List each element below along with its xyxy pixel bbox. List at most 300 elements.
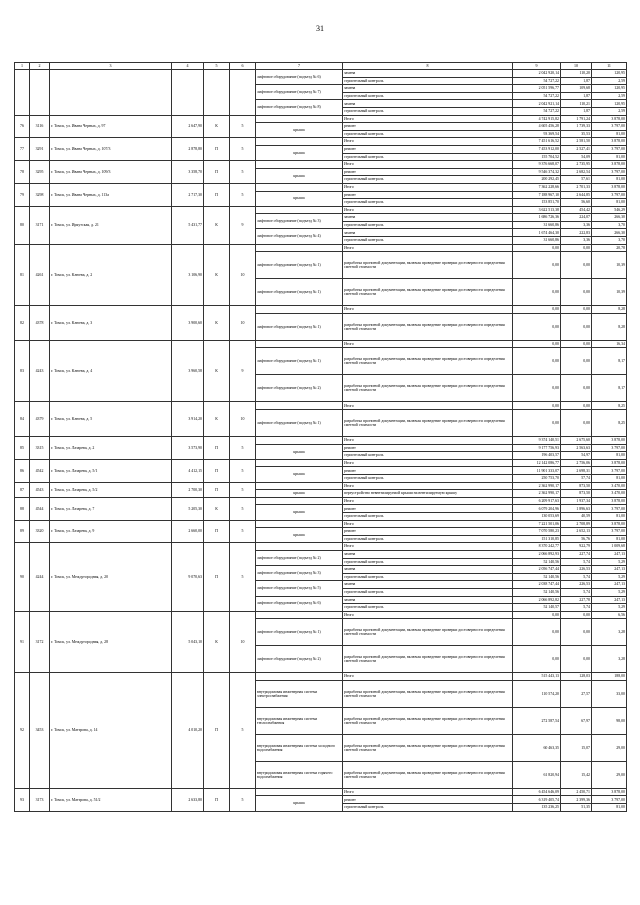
cell-floors: 9 bbox=[230, 340, 256, 402]
cell-work-type bbox=[256, 459, 343, 467]
cell-cost: 0,00 bbox=[513, 410, 561, 437]
cell-cost: 52 140,57 bbox=[513, 604, 561, 612]
cell-limit-cost: 247,13 bbox=[592, 596, 627, 604]
cell-unit-cost: 2 644,85 bbox=[561, 191, 592, 199]
cell-cost: 515 443,13 bbox=[513, 673, 561, 681]
header-cell: 4 bbox=[172, 63, 204, 70]
cell-unit-cost: 222,83 bbox=[561, 229, 592, 237]
cell-limit-cost: 247,13 bbox=[592, 581, 627, 589]
cell-number: 85 bbox=[15, 437, 30, 460]
cell-work-kind: разработка проектной документации, включая проведение проверки достоверности определения сметной стоимости bbox=[343, 348, 513, 375]
cell-floors: 5 bbox=[230, 673, 256, 789]
cell-limit-cost: 3 878,00 bbox=[592, 520, 627, 528]
cell-work-type: лифтовое оборудование (подъезд № 1) bbox=[256, 410, 343, 437]
cell-limit-cost: 8,17 bbox=[592, 375, 627, 402]
cell-cost: 31 660,86 bbox=[513, 237, 561, 245]
cell-unit-cost: 1 791,24 bbox=[561, 115, 592, 123]
cell-cost: 2 042 920,14 bbox=[513, 70, 561, 78]
cell-unit-cost: 0,00 bbox=[561, 410, 592, 437]
cell-work-type bbox=[256, 611, 343, 619]
cell-unit-cost: 1 896,63 bbox=[561, 505, 592, 513]
cell-work-type: лифтовое оборудование (подъезд № 2) bbox=[256, 550, 343, 565]
cell-work-type: лифтовое оборудование (подъезд № 4) bbox=[256, 229, 343, 244]
cell-area: 5 205,30 bbox=[172, 497, 204, 520]
cell-work-kind: Итого bbox=[343, 788, 513, 796]
cell-work-type: лифтовое оборудование (подъезд № 6) bbox=[256, 596, 343, 611]
cell-code: 3171 bbox=[30, 206, 50, 244]
cell-code: 4244 bbox=[30, 543, 50, 611]
cell-cost: 60 463,35 bbox=[513, 734, 561, 761]
cell-limit-cost: 29,00 bbox=[592, 734, 627, 761]
cell-limit-cost: 3 797,00 bbox=[592, 444, 627, 452]
cell-limit-cost: 5,29 bbox=[592, 588, 627, 596]
cell-area: 2 633,80 bbox=[172, 788, 204, 811]
header-cell: 3 bbox=[50, 63, 172, 70]
cell-cost: 12 142 086,77 bbox=[513, 459, 561, 467]
block-first-row bbox=[15, 306, 627, 314]
cell-cost: 6 079 204,96 bbox=[513, 505, 561, 513]
cell-limit-cost: 81,00 bbox=[592, 153, 627, 161]
cell-limit-cost: 3 797,00 bbox=[592, 796, 627, 804]
cell-work-kind: замена bbox=[343, 85, 513, 93]
cell-work-type: крыша bbox=[256, 123, 343, 138]
cell-limit-cost: 81,00 bbox=[592, 130, 627, 138]
cell-limit-cost: 3,70 bbox=[592, 221, 627, 229]
cell-unit-cost: 5,74 bbox=[561, 558, 592, 566]
block-first-row bbox=[15, 183, 627, 191]
cell-limit-cost: 266,30 bbox=[592, 214, 627, 222]
block-first-row bbox=[15, 161, 627, 169]
cell-work-kind: Итого bbox=[343, 520, 513, 528]
cell-number: 81 bbox=[15, 244, 30, 306]
cell-address: г. Томск, ул. Ивана Черных, д. 107/3 bbox=[50, 138, 172, 161]
cell-unit-cost: 873,50 bbox=[561, 490, 592, 498]
cell-limit-cost: 16,34 bbox=[592, 340, 627, 348]
cell-work-kind: строительный контроль bbox=[343, 573, 513, 581]
cell-limit-cost: 3 797,00 bbox=[592, 191, 627, 199]
cell-limit-cost: 3 797,00 bbox=[592, 145, 627, 153]
cell-work-type bbox=[256, 206, 343, 214]
cell-work-type: лифтовое оборудование (подъезд № 1) bbox=[256, 348, 343, 375]
cell-number: 80 bbox=[15, 206, 30, 244]
cell-area: 4 412,15 bbox=[172, 459, 204, 482]
header-cell: 6 bbox=[230, 63, 256, 70]
cell-cost: 1 674 464,30 bbox=[513, 229, 561, 237]
cell-code: 3320 bbox=[30, 520, 50, 543]
cell-unit-cost: 2 399,36 bbox=[561, 796, 592, 804]
cell-limit-cost: 33,00 bbox=[592, 680, 627, 707]
cell-unit-cost: 1 739,33 bbox=[561, 123, 592, 131]
cell-unit-cost: 0,00 bbox=[561, 313, 592, 340]
cell-cost: 9 177 756,93 bbox=[513, 444, 561, 452]
cell-unit-cost: 2 735,95 bbox=[561, 161, 592, 169]
cell-work-kind: разработка проектной документации, включая проведение проверки достоверности определения сметной стоимости bbox=[343, 375, 513, 402]
block-first-row bbox=[15, 673, 627, 681]
cell-cost: 6 319 405,74 bbox=[513, 796, 561, 804]
cell-material: П bbox=[204, 482, 230, 497]
cell-limit-cost: 247,13 bbox=[592, 566, 627, 574]
cell-number: 84 bbox=[15, 402, 30, 437]
cell-code bbox=[30, 70, 50, 116]
cell-work-kind: замена bbox=[343, 229, 513, 237]
cell-number: 79 bbox=[15, 183, 30, 206]
cell-code: 3295 bbox=[30, 161, 50, 184]
block-first-row bbox=[15, 138, 627, 146]
cell-unit-cost: 27,57 bbox=[561, 680, 592, 707]
cell-floors: 5 bbox=[230, 520, 256, 543]
cell-unit-cost: 2 682,54 bbox=[561, 168, 592, 176]
cell-work-kind: разработка проектной документации, включая проведение проверки достоверности определения сметной стоимости bbox=[343, 680, 513, 707]
cell-limit-cost: 266,30 bbox=[592, 229, 627, 237]
cell-cost: 0,00 bbox=[513, 348, 561, 375]
header-cell: 10 bbox=[561, 63, 592, 70]
cell-work-type bbox=[256, 437, 343, 445]
cell-limit-cost: 546,29 bbox=[592, 206, 627, 214]
cell-number: 90 bbox=[15, 543, 30, 611]
cell-work-kind: Итого bbox=[343, 244, 513, 252]
cell-address: г. Томск, ул. Ивана Черных, д. 109/3 bbox=[50, 161, 172, 184]
cell-floors: 10 bbox=[230, 402, 256, 437]
cell-floors: 5 bbox=[230, 437, 256, 460]
cell-unit-cost: 2 581,50 bbox=[561, 138, 592, 146]
cell-work-type bbox=[256, 497, 343, 505]
cell-work-kind: строительный контроль bbox=[343, 475, 513, 483]
cell-work-kind: ремонт bbox=[343, 528, 513, 536]
cell-unit-cost: 3,36 bbox=[561, 221, 592, 229]
cell-limit-cost: 8,25 bbox=[592, 402, 627, 410]
cell-work-kind: разработка проектной документации, включая проведение проверки достоверности определения сметной стоимости bbox=[343, 734, 513, 761]
cell-unit-cost: 226,53 bbox=[561, 581, 592, 589]
cell-work-kind: строительный контроль bbox=[343, 92, 513, 100]
cell-floors: 10 bbox=[230, 244, 256, 306]
cell-work-type: крыша bbox=[256, 191, 343, 206]
cell-cost: 250 753,70 bbox=[513, 475, 561, 483]
cell-limit-cost: 81,00 bbox=[592, 176, 627, 184]
cell-number: 89 bbox=[15, 520, 30, 543]
cell-area: 3 358,70 bbox=[172, 161, 204, 184]
cell-work-kind: строительный контроль bbox=[343, 558, 513, 566]
block-first-row bbox=[15, 611, 627, 619]
cell-unit-cost: 2 563,63 bbox=[561, 444, 592, 452]
block-first-row bbox=[15, 244, 627, 252]
cell-address: г. Томск, ул. Ивана Черных, д. 113а bbox=[50, 183, 172, 206]
cell-work-kind: Итого bbox=[343, 340, 513, 348]
cell-work-type: лифтовое оборудование (подъезд № 6) bbox=[256, 70, 343, 85]
cell-area: 2 660,00 bbox=[172, 520, 204, 543]
cell-work-type bbox=[256, 115, 343, 123]
cell-cost: 0,00 bbox=[513, 252, 561, 279]
cell-work-type bbox=[256, 183, 343, 191]
cell-unit-cost: 1,87 bbox=[561, 92, 592, 100]
cell-unit-cost: 1 937,34 bbox=[561, 497, 592, 505]
cell-area bbox=[172, 70, 204, 116]
cell-number: 82 bbox=[15, 306, 30, 341]
cell-material: К bbox=[204, 611, 230, 673]
header-row bbox=[15, 63, 627, 70]
cell-unit-cost: 67,97 bbox=[561, 707, 592, 734]
cell-floors: 5 bbox=[230, 161, 256, 184]
cell-limit-cost: 8,17 bbox=[592, 348, 627, 375]
cell-area: 2 647,90 bbox=[172, 115, 204, 138]
cell-material: К bbox=[204, 340, 230, 402]
cell-floors: 5 bbox=[230, 115, 256, 138]
cell-work-kind: ремонт bbox=[343, 123, 513, 131]
cell-work-kind: разработка проектной документации, включая проведение проверки достоверности определения сметной стоимости bbox=[343, 252, 513, 279]
cell-cost: 200 292,45 bbox=[513, 176, 561, 184]
cell-area: 3 900,60 bbox=[172, 306, 204, 341]
cell-work-kind: Итого bbox=[343, 206, 513, 214]
header-cell: 8 bbox=[343, 63, 513, 70]
cell-limit-cost: 3 470,00 bbox=[592, 482, 627, 490]
cell-unit-cost: 2 698,31 bbox=[561, 467, 592, 475]
cell-unit-cost: 0,00 bbox=[561, 252, 592, 279]
cell-code: 4243 bbox=[30, 340, 50, 402]
cell-limit-cost: 98,00 bbox=[592, 707, 627, 734]
cell-cost: 1 686 726,36 bbox=[513, 214, 561, 222]
cell-work-kind: Итого bbox=[343, 402, 513, 410]
cell-work-kind: замена bbox=[343, 100, 513, 108]
cell-work-type bbox=[256, 244, 343, 252]
cell-work-kind: Итого bbox=[343, 138, 513, 146]
cell-work-type bbox=[256, 340, 343, 348]
cell-work-kind: Итого bbox=[343, 183, 513, 191]
cell-limit-cost: 3 878,00 bbox=[592, 115, 627, 123]
cell-unit-cost: 57,74 bbox=[561, 475, 592, 483]
cell-work-type: лифтовое оборудование (подъезд № 2) bbox=[256, 375, 343, 402]
cell-code: 4379 bbox=[30, 402, 50, 437]
cell-number bbox=[15, 70, 30, 116]
cell-work-kind: переустройство невентилируемой крыши на вентилируемую крышу bbox=[343, 490, 513, 498]
cell-unit-cost: 0,00 bbox=[561, 646, 592, 673]
cell-cost: 0,00 bbox=[513, 244, 561, 252]
cell-address: г. Томск, ул. Лазарева, д. 9 bbox=[50, 520, 172, 543]
cell-code: 4542 bbox=[30, 459, 50, 482]
cell-unit-cost: 0,00 bbox=[561, 244, 592, 252]
cell-work-kind: ремонт bbox=[343, 796, 513, 804]
cell-cost: 151 310,85 bbox=[513, 535, 561, 543]
cell-work-kind: Итого bbox=[343, 459, 513, 467]
cell-material: П bbox=[204, 543, 230, 611]
cell-area: 3 573,90 bbox=[172, 437, 204, 460]
cell-limit-cost: 3 878,00 bbox=[592, 788, 627, 796]
cell-floors: 10 bbox=[230, 611, 256, 673]
cell-unit-cost: 2 675,60 bbox=[561, 437, 592, 445]
cell-cost: 31 660,86 bbox=[513, 221, 561, 229]
cell-cost: 110 574,20 bbox=[513, 680, 561, 707]
cell-work-kind: ремонт bbox=[343, 168, 513, 176]
cell-unit-cost: 2 527,41 bbox=[561, 145, 592, 153]
cell-work-kind: строительный контроль bbox=[343, 804, 513, 812]
cell-work-kind: строительный контроль bbox=[343, 237, 513, 245]
header-cell: 11 bbox=[592, 63, 627, 70]
cell-work-type: крыша bbox=[256, 796, 343, 811]
cell-limit-cost: 20,78 bbox=[592, 244, 627, 252]
cell-work-kind: замена bbox=[343, 581, 513, 589]
cell-floors: 5 bbox=[230, 138, 256, 161]
block-first-row bbox=[15, 340, 627, 348]
cell-unit-cost: 226,53 bbox=[561, 566, 592, 574]
cell-unit-cost: 109,68 bbox=[561, 85, 592, 93]
cell-work-type: крыша bbox=[256, 528, 343, 543]
cell-limit-cost: 3 470,00 bbox=[592, 490, 627, 498]
cell-area: 3 960,58 bbox=[172, 340, 204, 402]
cell-unit-cost: 56,60 bbox=[561, 199, 592, 207]
cell-unit-cost: 873,50 bbox=[561, 482, 592, 490]
cell-cost: 11 901 333,07 bbox=[513, 467, 561, 475]
cell-code: 4378 bbox=[30, 306, 50, 341]
cell-cost: 7 070 580,23 bbox=[513, 528, 561, 536]
cell-unit-cost: 5,74 bbox=[561, 588, 592, 596]
cell-cost: 9 374 140,51 bbox=[513, 437, 561, 445]
cell-work-kind: Итого bbox=[343, 673, 513, 681]
cell-limit-cost: 3 878,00 bbox=[592, 497, 627, 505]
cell-work-type: лифтовое оборудование (подъезд № 1) bbox=[256, 252, 343, 279]
cell-unit-cost: 0,00 bbox=[561, 375, 592, 402]
cell-code: 4261 bbox=[30, 244, 50, 306]
cell-cost: 0,00 bbox=[513, 340, 561, 348]
cell-limit-cost: 3 878,00 bbox=[592, 437, 627, 445]
cell-address: г. Томск, ул. Лазарева, д. 7 bbox=[50, 497, 172, 520]
cell-cost: 3 622 513,38 bbox=[513, 206, 561, 214]
cell-unit-cost: 0,00 bbox=[561, 619, 592, 646]
cell-area: 2 717,30 bbox=[172, 183, 204, 206]
cell-limit-cost: 2,59 bbox=[592, 92, 627, 100]
block-first-row bbox=[15, 497, 627, 505]
cell-material: П bbox=[204, 673, 230, 789]
cell-number: 88 bbox=[15, 497, 30, 520]
cell-material bbox=[204, 70, 230, 116]
cell-code: 3298 bbox=[30, 183, 50, 206]
cell-material: П bbox=[204, 138, 230, 161]
header-cell: 9 bbox=[513, 63, 561, 70]
cell-limit-cost: 120,95 bbox=[592, 70, 627, 78]
cell-floors bbox=[230, 70, 256, 116]
cell-work-kind: замена bbox=[343, 214, 513, 222]
cell-limit-cost: 6,56 bbox=[592, 611, 627, 619]
cell-cost: 7 451 616,52 bbox=[513, 138, 561, 146]
cell-unit-cost: 54,97 bbox=[561, 452, 592, 460]
cell-unit-cost: 2 701,33 bbox=[561, 183, 592, 191]
cell-cost: 54 727,22 bbox=[513, 107, 561, 115]
cell-limit-cost: 81,00 bbox=[592, 199, 627, 207]
cell-work-kind: Итого bbox=[343, 306, 513, 314]
cell-work-kind: замена bbox=[343, 596, 513, 604]
header-cell: 1 bbox=[15, 63, 30, 70]
cell-cost: 52 140,56 bbox=[513, 558, 561, 566]
cell-cost: 2 066 892,93 bbox=[513, 550, 561, 558]
cell-address: г. Томск, ул. Междугородная, д. 20 bbox=[50, 543, 172, 611]
cell-area: 9 070,63 bbox=[172, 543, 204, 611]
cell-cost: 4 742 915,82 bbox=[513, 115, 561, 123]
cell-limit-cost: 10,39 bbox=[592, 279, 627, 306]
cell-work-kind: строительный контроль bbox=[343, 535, 513, 543]
cell-address: г. Томск, ул. Ивана Черных, д. 97 bbox=[50, 115, 172, 138]
cell-limit-cost: 81,00 bbox=[592, 452, 627, 460]
cell-work-kind: строительный контроль bbox=[343, 130, 513, 138]
cell-work-kind: ремонт bbox=[343, 145, 513, 153]
cell-cost: 8 370 242,77 bbox=[513, 543, 561, 551]
cell-cost: 0,00 bbox=[513, 279, 561, 306]
cell-work-kind: строительный контроль bbox=[343, 221, 513, 229]
cell-work-type: лифтовое оборудование (подъезд № 1) bbox=[256, 279, 343, 306]
cell-cost: 52 140,56 bbox=[513, 588, 561, 596]
cell-floors: 5 bbox=[230, 497, 256, 520]
cell-unit-cost: 454,42 bbox=[561, 206, 592, 214]
cell-number: 76 bbox=[15, 115, 30, 138]
cell-unit-cost: 0,00 bbox=[561, 348, 592, 375]
cell-work-kind: строительный контроль bbox=[343, 604, 513, 612]
cell-number: 83 bbox=[15, 340, 30, 402]
cell-work-kind: строительный контроль bbox=[343, 77, 513, 85]
cell-unit-cost: 54,09 bbox=[561, 153, 592, 161]
cell-number: 93 bbox=[15, 788, 30, 811]
cell-work-kind: Итого bbox=[343, 161, 513, 169]
cell-unit-cost: 15,42 bbox=[561, 761, 592, 788]
cell-work-type bbox=[256, 673, 343, 681]
cell-unit-cost: 15,07 bbox=[561, 734, 592, 761]
block-first-row bbox=[15, 459, 627, 467]
cell-work-kind: Итого bbox=[343, 497, 513, 505]
cell-limit-cost: 81,00 bbox=[592, 475, 627, 483]
cell-cost: 7 453 912,00 bbox=[513, 145, 561, 153]
cell-unit-cost: 2 450,71 bbox=[561, 788, 592, 796]
cell-address: г. Томск, ул. Лазарева, д. 2 bbox=[50, 437, 172, 460]
cell-work-kind: строительный контроль bbox=[343, 512, 513, 520]
cell-unit-cost: 2 756,06 bbox=[561, 459, 592, 467]
cell-material: П bbox=[204, 459, 230, 482]
cell-area: 5 431,77 bbox=[172, 206, 204, 244]
cell-work-type: крыша bbox=[256, 505, 343, 520]
cell-limit-cost: 10,39 bbox=[592, 252, 627, 279]
cell-work-kind: Итого bbox=[343, 482, 513, 490]
cell-cost: 7 221 501,06 bbox=[513, 520, 561, 528]
cell-work-type: внутридомовая инженерная система холодного водоснабжения bbox=[256, 734, 343, 761]
cell-unit-cost: 56,76 bbox=[561, 535, 592, 543]
cell-work-type: лифтовое оборудование (подъезд № 3) bbox=[256, 566, 343, 581]
cell-unit-cost: 3,36 bbox=[561, 237, 592, 245]
cell-cost: 0,00 bbox=[513, 611, 561, 619]
cell-cost: 135 236,25 bbox=[513, 804, 561, 812]
cell-cost: 196 403,57 bbox=[513, 452, 561, 460]
cell-cost: 6 454 646,09 bbox=[513, 788, 561, 796]
cell-work-kind: строительный контроль bbox=[343, 199, 513, 207]
cell-cost: 2 051 596,77 bbox=[513, 85, 561, 93]
cell-work-type: внутридомовая инженерная система горячего водоснабжения bbox=[256, 761, 343, 788]
cell-work-type: внутридомовая инженерная система теплоснабжения bbox=[256, 707, 343, 734]
cell-code: 3116 bbox=[30, 115, 50, 138]
cell-cost: 2 362 990,17 bbox=[513, 490, 561, 498]
cell-unit-cost: 0,00 bbox=[561, 279, 592, 306]
cell-material: К bbox=[204, 402, 230, 437]
cell-work-kind: разработка проектной документации, включая проведение проверки достоверности определения сметной стоимости bbox=[343, 707, 513, 734]
cell-limit-cost: 3 878,00 bbox=[592, 183, 627, 191]
cell-material: П bbox=[204, 788, 230, 811]
cell-unit-cost: 2 708,89 bbox=[561, 520, 592, 528]
cell-cost: 130 053,69 bbox=[513, 512, 561, 520]
cell-limit-cost: 5,29 bbox=[592, 604, 627, 612]
cell-material: К bbox=[204, 206, 230, 244]
cell-cost: 2 056 747,44 bbox=[513, 566, 561, 574]
cell-limit-cost: 247,13 bbox=[592, 550, 627, 558]
cell-work-kind: ремонт bbox=[343, 505, 513, 513]
cell-limit-cost: 5,29 bbox=[592, 573, 627, 581]
repair-register-table bbox=[14, 62, 627, 812]
cell-floors: 5 bbox=[230, 183, 256, 206]
block-first-row bbox=[15, 520, 627, 528]
cell-work-type bbox=[256, 482, 343, 490]
cell-address: г. Томск, ул. Клюева, д. 5 bbox=[50, 402, 172, 437]
cell-cost: 4 605 456,28 bbox=[513, 123, 561, 131]
